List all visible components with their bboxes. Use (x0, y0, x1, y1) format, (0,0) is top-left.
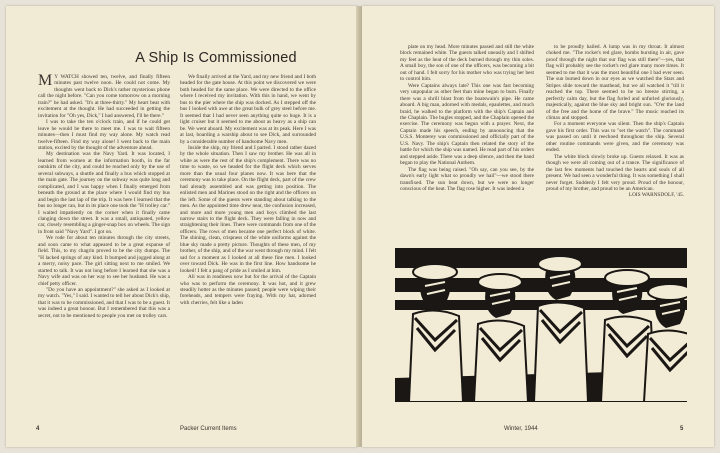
left-column-2 (180, 74, 316, 422)
issue-date: Winter, 1944 (504, 426, 538, 432)
paragraph: The white block slowly broke up. Guests relaxed. It was as though we were all coming out of a trance. The significance of the last few moments had touched the hearts and souls of all present. We had seen a wonderful thing. It was something I shall never forget. Suddenly I felt very proud. Proud of the honour, proud of my brother, and proud to be an American. (546, 153, 684, 192)
paragraph: Inside the ship, my friend and I parted. I stood rather dazed by the whole situation. Then I saw my brother. He was all in white as were the rest of the ship's complement. There was no time to waste, so we headed for the flight deck which serves more than the usual four planes now. It was here that the ceremony was to take place. On the flight deck, part of the crew had already assembled and was getting into position. The enlisted men and Marines stood on the right and the officers on the left. Some of the guests were standing about talking to the men. As the appointed time drew near, the confusion increased, and more and more young men and boys climbed the last narrow stairs to the flight deck. They were falling in now and straightening their lines. There were commands from one of the officers. The rows of men became one perfect block of white. The shining, clean, crispness of the white uniforms against the blue sky made a pretty picture. Thoughts of these men, of my brother, of the ship, and of the war went through my mind. I felt sad for a moment as I looked at all these fine men. I looked over toward Dick. He was in the first line. How handsome he looked! I felt a pang of pride as I smiled at him. (180, 144, 316, 274)
sailors-woodcut-svg (395, 238, 687, 402)
paragraph: "Do you have an appointment?" she asked as I looked at my watch. "Yes," I said. I wanted to tell her about Dick's ship, that it was to be commissioned, and that I was to be a guest. It was indeed a great honour. But I remembered that this was a secret, not to be mentioned to people you met on trolley cars. (38, 286, 170, 319)
left-page (6, 6, 358, 447)
paragraph: All was in readiness now but for the arrival of the Captain who was to perform the ceremony. It was hot, and it grew steadily hotter as the minutes passed; people were wiping their foreheads, and tempers were fraying. With my hat, adorned with cherries, felt like a laden (180, 274, 316, 306)
magazine-spread (6, 6, 714, 447)
right-page (362, 6, 714, 447)
article-title: A Ship Is Commissioned (135, 50, 297, 66)
left-footer (36, 426, 336, 432)
left-column-1 (38, 74, 170, 422)
paragraph: Were Captains always late? This one was fast becoming very unpopular as other feet than mine began to burn. Finally there was a shrill blast from the boatswain's pipe. He came aboard. A big man, adorned with medals, epaulettes, and much braid, he walked to the platform with the ship's Captain and the Chaplain. The bugles stopped, and the Chaplain opened the exercise. The ceremony was begun with a prayer. Next, the Captain made his speech, ending by announcing that the U.S.S. Monterey was commissioned and officially part of the U.S. Navy. The ship's Captain then related the story of the battle for which the ship was named. He read part of his orders and stepped aside. There was a deep silence, and then the band began to play the National Anthem. (400, 82, 534, 167)
paragraph: For a moment everyone was silent. Then the ship's Captain gave his first order. This was to "set the watch". The command was passed on until it reechoed throughout the ship. Several other routine commands were given, and the ceremony was ended. (546, 121, 684, 154)
sailor-figures (409, 256, 687, 402)
paragraph: plate on my head. More minutes passed and still the white block remained white. The guests talked uneasily and I shifted my feet as the heat of the deck burned through my thin soles. A small boy, the son of one of the officers, was becoming a bit out of hand. I felt sorry for his mother who was trying her best to control him. (400, 44, 534, 83)
sailors-woodcut-illustration (395, 238, 687, 402)
page-number-right: 5 (680, 426, 684, 432)
paragraph: to be proudly hailed. A lump was in my throat. It almost choked me. "The rocket's red glare, bombs bursting in air, gave proof through the night that our flag was still there"—yes, that flag will probably see the rocket's red glare many more times. It seemed to me that it was the most beautiful one I had ever seen. The sun burned down in our eyes as we watched the Stars and Stripes slide toward the masthead, but we all watched it "till it reached the top. There seemed to be no breeze stirring, a perfectly calm day, but the flag furled and unfurled gloriously, majestically, against the blue sky and bright sun. "O'er the land of the free and the home of the brave." The music reached its climax and stopped. (546, 44, 684, 121)
paragraph: My destination was the Navy Yard. It was located, I learned from women at the information booth, in the far outskirts of the city, and could be reached only by the use of several subways, a shuttle and finally a bus which stopped at the main gate. The journey on the subway was quite long and complicated, and I was happy when I finally emerged from beneath the ground at the place where I would find my bus and begin the last lap of the trip. It was here I learned that the bus no longer ran, but in its place one took the "H trolley car." I waited impatiently on the corner when it finally came clanging down the street. It was a small, antiquated, yellow car, closely resembling a ginger-snap box on wheels. The sign in front said "Navy Yard". I got on. (38, 151, 170, 235)
drop-cap: M (38, 74, 53, 89)
paragraph (38, 74, 170, 119)
right-column-1 (400, 44, 534, 234)
paragraph-text: Y WATCH showed ten, twelve, and finally fifteen minutes past twelve noon. He could not come. My thoughts went back to Dick's rather mysterious phone call the night before. "Can you come tomorrow on a morning train?" he had asked. "It's at three-thirty." My heart beat with excitement at the thought. He had succeeded in getting the invitation for "Oh yes, Dick," I had answered, I'll be there." (38, 74, 170, 119)
page-number-left: 4 (36, 426, 40, 432)
paragraph: The flag was being raised. "Oh say, can you see, by the dawn's early light what so proudly we hail"—we stood there transfixed. The sun beat down, but we were no longer conscious of the heat. The flag rose higher. It was indeed a (400, 166, 534, 192)
author-signature: LOIS WARNSDOLF, '45. (628, 192, 684, 199)
paragraph: I was to take the ten o'clock train, and if he could get leave he would be there to meet me. I was to wait fifteen minutes—then I must find my way alone. My watch read twelve-fifteen. Find my way alone! I went back to the main station, excited by the thought of the adventure ahead. (38, 119, 170, 151)
publication-name: Packer Current Items (180, 426, 237, 432)
right-column-2 (546, 44, 684, 240)
paragraph: We finally arrived at the Yard, and my new friend and I both headed for the gate house. At this point we discovered we were both headed for the same place. We were directed to the office where I received my invitation. With this in hand, we went by bus to the pier where the ship was docked. As I stepped off the bus I looked with awe at the great bulk of grey steel before me. It seemed that I had never seen anything quite so huge. It is a light cruiser but it seemed to me about as heavy as a ship can be. We went aboard. My excitement was at its peak. Here I was at last, boarding a warship about to see Dick, and surrounded by a considerable number of handsome Navy men. (180, 74, 316, 145)
paragraph: We rode for about ten minutes through the city streets, and soon came to what appeared to be a great expanse of field. This, to my chagrin proved to be the city dumps. The "H lacked springs of any kind. It bumped and jogged along at a merry, noisy pace. The girl sitting next to me smiled. We started to talk. It was not long before I learned that she was a Navy wife and was on her way to see her husband. He was a chief petty officer. (38, 235, 170, 287)
